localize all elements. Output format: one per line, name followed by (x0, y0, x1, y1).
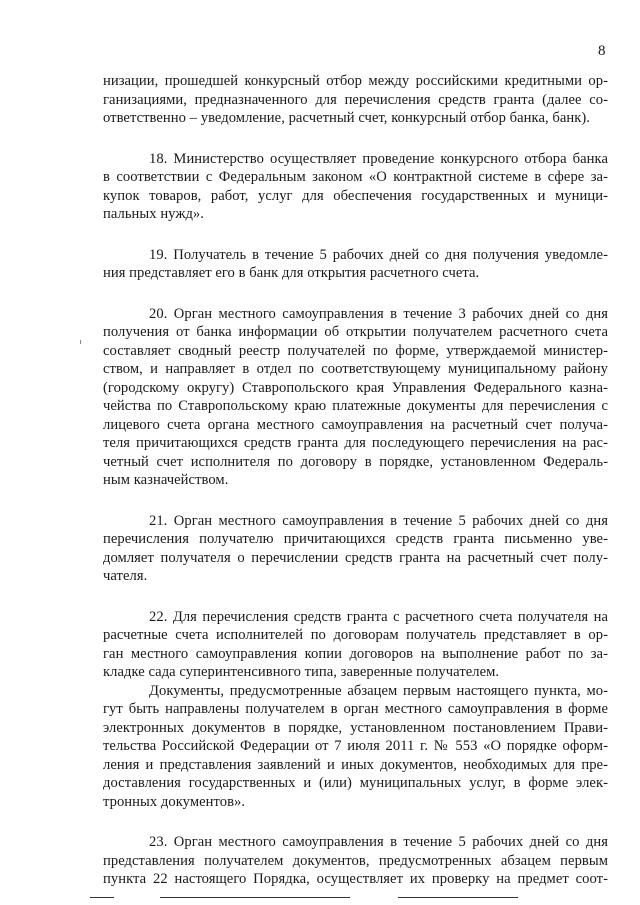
text-line: в соответствии с Федеральным законом «О контрактной системе в сфере за- (103, 169, 608, 185)
paragraph-gap (103, 586, 608, 608)
text-line: ством, и направляет в отдел по соответствующему муниципальному району (103, 361, 608, 377)
text-line: 23. Орган местного самоуправления в течение 5 рабочих дней со дня (149, 834, 608, 850)
page-number: 8 (598, 43, 606, 59)
paragraph-item-23 (103, 833, 608, 889)
paragraph-gap (103, 811, 608, 833)
paragraph-gap (103, 283, 608, 305)
text-line: 22. Для перечисления средств гранта с расчетного счета получателя на (149, 608, 608, 625)
paragraph-item-22 (103, 608, 608, 682)
paragraph-continuation (103, 72, 608, 128)
text-line: получения от банка информации об открытии получателем расчетного счета (103, 324, 608, 340)
text-line: кладке сада суперинтенсивного типа, заверенные получателем. (103, 664, 500, 680)
text-line: чателя. (103, 568, 148, 584)
document-body (103, 72, 608, 889)
text-line: купок товаров, работ, услуг для обеспечения государственных и муници- (103, 187, 608, 204)
text-line: перечисления получателю причитающихся средств гранта письменно уве- (103, 531, 608, 547)
paragraph-gap (103, 224, 608, 246)
text-line: доставления государственных и (или) муниципальных услуг, в форме элек- (103, 775, 608, 791)
text-line: (городскому округу) Ставропольского края Управления Федерального казна- (103, 379, 608, 396)
text-line: ления и представления заявлений и иных документов, необходимых для пре- (103, 756, 608, 773)
text-line: пункта 22 настоящего Порядка, осуществляет их проверку на предмет соот- (103, 871, 608, 887)
text-line: тронных документов». (103, 793, 246, 810)
text-line: теля причитающихся средств гранта для последующего перечисления на рас- (103, 435, 608, 451)
footer-rule (160, 897, 350, 898)
text-line: 21. Орган местного самоуправления в течение 5 рабочих дней со дня (149, 512, 608, 529)
text-line: составляет сводный реестр получателей по форме, утверждаемой министер- (103, 342, 608, 359)
text-line: ганизациями, предназначенного для перечисления средств гранта (далее со- (103, 91, 608, 108)
text-line: лицевого счета органа местного самоуправления на расчетный счет получа- (103, 416, 608, 433)
scan-artifact-mark (80, 340, 81, 344)
footer-rule (90, 897, 114, 898)
text-line: пальных нужд». (103, 206, 204, 222)
text-line: 20. Орган местного самоуправления в течение 3 рабочих дней со дня (149, 305, 608, 322)
footer-rule (398, 897, 518, 898)
paragraph-item-18 (103, 150, 608, 224)
paragraph-item-20 (103, 305, 608, 490)
text-line: расчетные счета исполнителей по договорам получатель представляет в ор- (103, 627, 608, 643)
text-line: ным казначейством. (103, 472, 229, 488)
text-line: 18. Министерство осуществляет проведение конкурсного отбора банка (149, 150, 608, 167)
paragraph-item-21 (103, 512, 608, 586)
text-line: ган местного самоуправления копии договоров на выполнение работ по за- (103, 645, 608, 662)
text-line: электронных документов в порядке, установленном постановлением Прави- (103, 719, 608, 736)
text-line: ответственно – уведомление, расчетный счет, конкурсный отбор банка, банк). (103, 110, 590, 126)
text-line: четный счет исполнителя по договору в порядке, установленном Федераль- (103, 453, 608, 470)
paragraph-item-19 (103, 246, 608, 283)
text-line: представления получателем документов, предусмотренных абзацем первым (103, 852, 608, 869)
paragraph-gap (103, 128, 608, 150)
text-line: гут быть направлены получателем в орган местного самоуправления в форме (103, 701, 608, 717)
paragraph-item-22-documents (103, 682, 608, 812)
text-line: домляет получателя о перечислении средств гранта на расчетный счет полу- (103, 549, 608, 566)
text-line: чейства по Ставропольскому краю платежные документы для перечисления с (103, 398, 608, 414)
text-line: тельства Российской Федерации от 7 июля 2011 г. № 553 «О порядке оформ- (103, 738, 608, 754)
paragraph-gap (103, 490, 608, 512)
text-line: Документы, предусмотренные абзацем первым настоящего пункта, мо- (149, 682, 608, 699)
text-line: низации, прошедшей конкурсный отбор между российскими кредитными ор- (103, 73, 608, 89)
text-line: ния представляет его в банк для открытия расчетного счета. (103, 265, 480, 281)
text-line: 19. Получатель в течение 5 рабочих дней со дня получения уведомле- (149, 246, 608, 263)
